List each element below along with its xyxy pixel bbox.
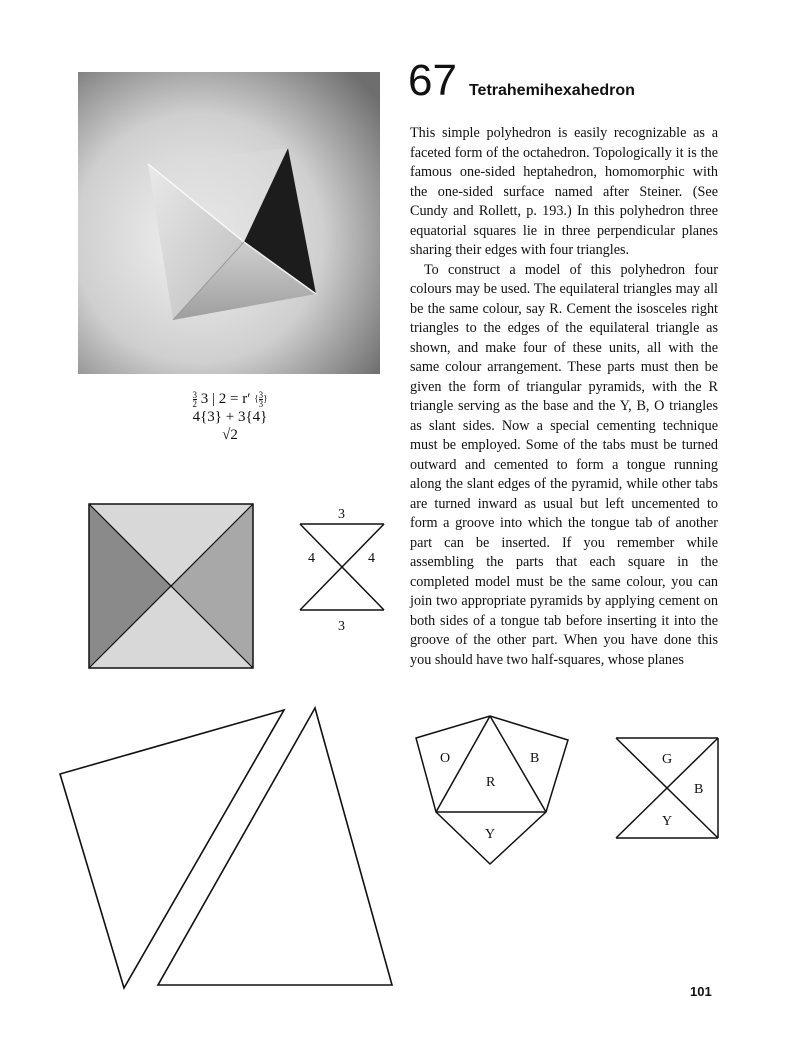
right-triangle-template xyxy=(60,710,284,988)
symbol-line-3: √2 xyxy=(222,427,238,444)
square-label-y: Y xyxy=(662,814,673,829)
body-text xyxy=(410,124,718,670)
page-number: 101 xyxy=(690,984,712,999)
hourglass-label-left: 4 xyxy=(308,551,315,566)
net-label-r: R xyxy=(486,775,496,790)
hourglass-label-bottom: 3 xyxy=(338,619,345,634)
symbol-line-2: 4{3} + 3{4} xyxy=(192,409,268,426)
paragraph-1: This simple polyhedron is easily recognizable as a faceted form of the octahedron. Topologically it is the famous one-sided heptahedron, homomorphic with the one-sided surface named after Steiner. (See Cundy and Rollett, p. 193.) In this polyhedron three equatorial squares lie in three perpendicular planes sharing their edges with four triangles. xyxy=(410,125,718,258)
hourglass-diagram xyxy=(294,504,394,639)
square-label-g: G xyxy=(662,752,673,767)
square-label-b: B xyxy=(694,782,704,797)
net-label-b: B xyxy=(530,751,540,766)
chapter-heading xyxy=(408,56,635,106)
template-pieces xyxy=(56,704,396,999)
fraction-three-halves: $\frac{3}{2}$ xyxy=(192,390,198,410)
hourglass-label-top: 3 xyxy=(338,507,345,522)
hourglass-label-right: 4 xyxy=(368,551,375,566)
colour-net-diagram xyxy=(412,712,574,873)
shaded-square-diagram xyxy=(88,503,254,674)
wythoff-symbol xyxy=(150,390,310,444)
symbol-line-1 xyxy=(150,390,310,408)
fraction-braces: { $\frac{3}{3}$ } xyxy=(254,390,268,410)
net-label-o: O xyxy=(440,751,451,766)
symbol-text: 3 | 2 = r′ xyxy=(200,391,251,407)
chapter-number: 67 xyxy=(408,56,457,105)
tetrahemihexahedron-photo xyxy=(78,72,380,374)
labelled-square-diagram xyxy=(612,734,724,847)
equilateral-triangle-template xyxy=(158,708,392,985)
model-photo xyxy=(78,72,380,374)
chapter-title: Tetrahemihexahedron xyxy=(468,82,635,99)
paragraph-2: To construct a model of this polyhedron four colours may be used. The equilateral triangles may all be the same colour, say R. Cement the isosceles right triangles to the edges of the equilateral triangle as shown, and make four of these units, all with the same colour arrangement. These parts must then be given the form of triangular pyramids, with the R triangle serving as the base and the Y, B, O triangles as slant sides. Now a special cementing technique must be employed. Some of the tabs must be turned outward and cemented to form a tongue running along the slant edges of the pyramid, while other tabs are turned inward as usual but left uncemented to form a groove into which the tongue tab of another part can be inserted. If you remember while assembling the parts that each square in the completed model must be the same colour, you can join two appropriate pyramids by applying cement on both sides of a tongue tab before inserting it into the groove of the other part. When you have done this you should have two half-squares, whose planes xyxy=(410,261,718,668)
net-label-y: Y xyxy=(485,827,496,842)
